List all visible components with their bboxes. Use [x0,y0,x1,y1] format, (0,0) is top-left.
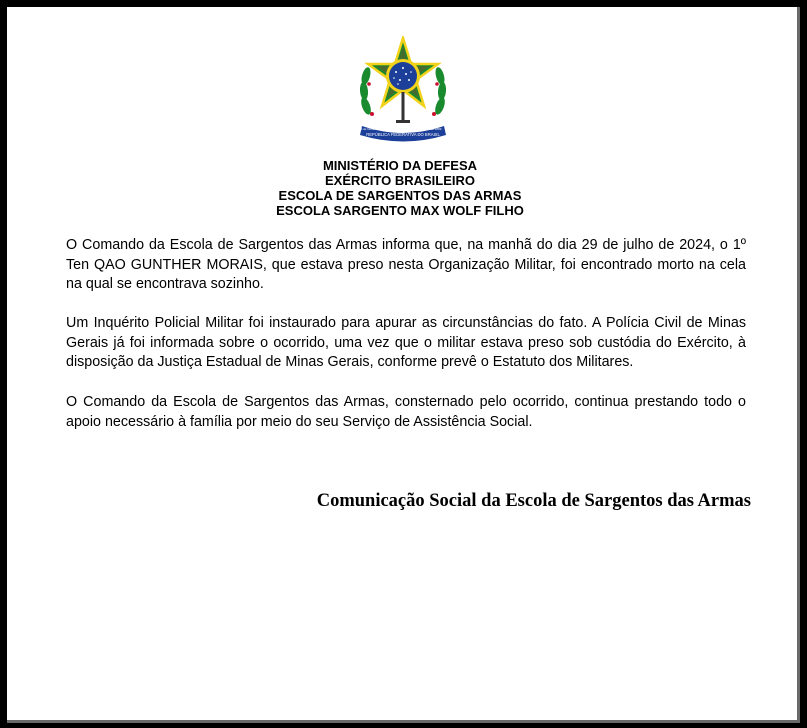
signature: Comunicação Social da Escola de Sargentos das Armas [316,491,751,511]
header-ministry: MINISTÉRIO DA DEFESA [322,158,478,173]
paragraph-2: Um Inquérito Policial Militar foi instaurado para apurar as circunstâncias do fato. A Polícia Civil de Minas Gerais já foi informada sobre o ocorrido, uma vez que o militar estava preso sob custódia do Exército, à disposição da Justiça Estadual de Minas Gerais, conforme prevê o Estatuto dos Militares. [66,315,746,370]
paragraph-1: O Comando da Escola de Sargentos das Armas informa que, na manhã do dia 29 de julho de 2024, o 1º Ten QAO GUNTHER MORAIS, que estava preso nesta Organização Militar, foi encontrado morto na cela na qual se encontrava sozinho. [66,237,746,292]
page-shadow-bottom [7,720,800,723]
emblem-left-text: 15 de Novembro [358,127,382,131]
brazil-coat-of-arms-icon [356,36,450,144]
emblem-right-text: de 1889 [430,127,442,131]
paragraph-3: O Comando da Escola de Sargentos das Armas, consternado pelo ocorrido, continua prestando todo o apoio necessário à família por meio do seu Serviço de Assistência Social. [66,394,746,430]
header-school: ESCOLA DE SARGENTOS DAS ARMAS [278,188,522,203]
header-army: EXÉRCITO BRASILEIRO [324,173,475,188]
emblem-ribbon-text: REPÚBLICA FEDERATIVA DO BRASIL [366,132,440,137]
page-shadow-right [797,7,800,720]
header-school-name: ESCOLA SARGENTO MAX WOLF FILHO [276,203,524,218]
document-header [0,158,800,218]
